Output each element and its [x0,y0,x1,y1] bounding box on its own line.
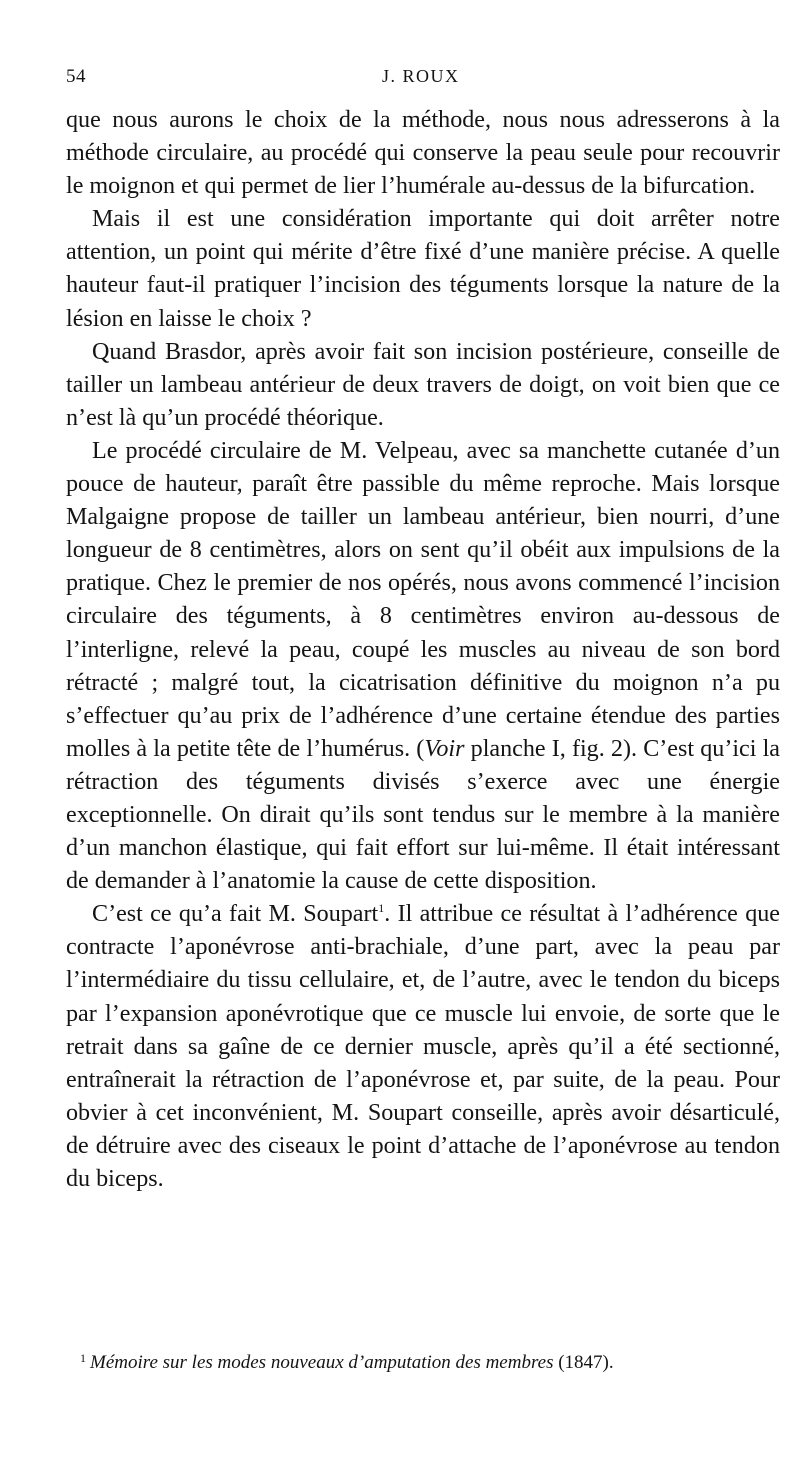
footnote [80,1346,780,1375]
footnote-mark: 1 [80,1351,86,1365]
voir-italic: Voir [424,735,465,762]
paragraph-1: que nous aurons le choix de la méthode, nous nous adresserons à la méthode circulaire, au procédé qui conserve la peau seule pour recouvrir le moignon et qui permet de lier l’humérale au-dessus de la bifurcation. [66,107,780,200]
footnote-year: (1847). [558,1352,614,1373]
page-header [66,66,780,96]
page-number: 54 [66,66,86,87]
footnote-reference[interactable]: 1 [378,901,385,916]
paragraph-5-text-a: C’est ce qu’a fait M. Soupart [92,901,379,928]
paragraph-2: Mais il est une considération importante qui doit arrêter notre attention, un point qui mérite d’être fixé d’une manière précise. A quelle hauteur faut-il pratiquer l’incision des téguments lorsque la nature de la lésion en laisse le choix ? [66,206,780,332]
paragraph-5-text-b: . Il attribue ce résultat à l’adhérence que contracte l’aponévrose anti-brachiale, d’une part, avec la peau par l’intermédiaire du tissu cellulaire, et, de l’autre, avec le tendon du biceps par l’expansion aponévrotique que ce muscle lui envoie, de sorte que le retrait dans sa gaîne de ce dernier muscle, après qu’il a été sectionné, entraînerait la rétraction de l’aponévrose et, par suite, de la peau. Pour obvier à cet inconvénient, M. Soupart conseille, après avoir désarticulé, de détruire avec des ciseaux le point d’attache de l’aponévrose au tendon du biceps. [66,901,780,1192]
paragraph-3: Quand Brasdor, après avoir fait son incision postérieure, conseille de tailler un lambeau antérieur de deux travers de doigt, on voit bien que ce n’est là qu’un procédé théorique. [66,338,780,431]
paragraph-5 [66,898,780,1196]
paragraph-4 [66,435,780,898]
running-head: J. ROUX [382,66,460,86]
body-text [66,104,780,1196]
footnote-title: Mémoire sur les modes nouveaux d’amputation des membres [90,1352,554,1373]
paragraph-4-text-a: Le procédé circulaire de M. Velpeau, avec sa manchette cutanée d’un pouce de hauteur, paraît être passible du même reproche. Mais lorsque Malgaigne propose de tailler un lambeau antérieur, bien nourri, d’une longueur de 8 centimètres, alors on sent qu’il obéit aux impulsions de la pratique. Chez le premier de nos opérés, nous avons commencé l’incision circulaire des téguments, à 8 centimètres environ au-dessous de l’interligne, relevé la peau, coupé les muscles au niveau de son bord rétracté ; malgré tout, la cicatrisation définitive du moignon n’a pu s’effectuer qu’au prix de l’adhérence d’une certaine étendue des parties molles à la petite tête de l’humérus. ( [66,437,780,762]
paragraph-4-text-b: planche I, fig. 2). C’est qu’ici la rétraction des téguments divisés s’exerce avec une énergie exceptionnelle. On dirait qu’ils sont tendus sur le membre à la manière d’un manchon élastique, qui fait effort sur lui-même. Il était intéressant de demander à l’anatomie la cause de cette disposition. [66,735,780,895]
